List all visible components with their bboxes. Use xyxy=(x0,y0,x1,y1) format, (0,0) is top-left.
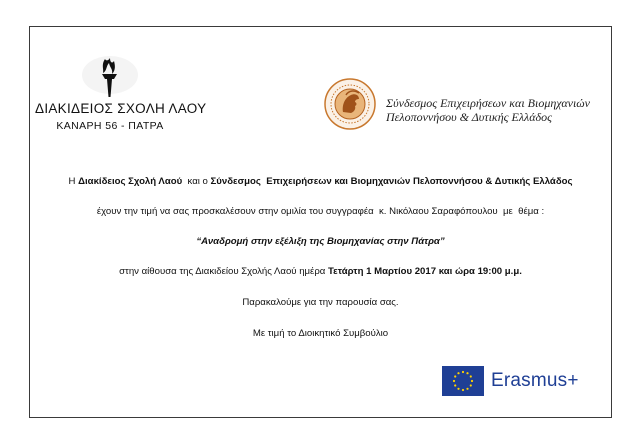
hosts-association: Σύνδεσμος Επιχειρήσεων και Βιομηχανιών Πελοποννήσου & Δυτικής Ελλάδος xyxy=(210,176,573,187)
association-name-line1: Σύνδεσμος Επιχειρήσεων και Βιομηχανιών xyxy=(386,96,590,110)
eu-star xyxy=(454,375,456,377)
eu-flag-icon xyxy=(442,366,484,396)
eu-star xyxy=(470,375,472,377)
school-logo xyxy=(35,55,207,135)
eu-star xyxy=(457,388,459,390)
hosts-prefix: Η xyxy=(68,176,79,187)
eu-star xyxy=(454,384,456,386)
invitation-line-hosts xyxy=(29,176,612,187)
eu-star xyxy=(471,380,473,382)
invitation-line-topic: “Αναδρομή στην εξέλιξη της Βιομηχανίας στην Πάτρα” xyxy=(196,236,445,247)
invitation-line-request: Παρακαλούμε για την παρουσία σας. xyxy=(242,297,399,308)
eu-star xyxy=(453,380,455,382)
eu-star xyxy=(470,384,472,386)
torch-icon xyxy=(81,55,139,99)
eu-star xyxy=(462,371,464,373)
school-name: ΔΙΑΚΙΔΕΙΟΣ ΣΧΟΛΗ ΛΑΟΥ xyxy=(35,101,207,116)
erasmus-label: Erasmus+ xyxy=(491,370,579,391)
school-address: ΚΑΝΑΡΗ 56 - ΠΑΤΡΑ xyxy=(56,120,164,132)
association-name xyxy=(386,96,590,124)
invitation-line-signature: Με τιμή το Διοικητικό Συμβούλιο xyxy=(252,328,389,339)
eu-star xyxy=(466,372,468,374)
association-name-line2: Πελοποννήσου & Δυτικής Ελλάδος xyxy=(386,110,552,124)
association-seal-icon xyxy=(324,78,376,130)
hosts-school: Διακίδειος Σχολή Λαού xyxy=(78,176,183,187)
eu-star xyxy=(462,389,464,391)
venue-prefix: στην αίθουσα της Διακιδείου Σχολής Λαού ημέρα xyxy=(119,266,329,277)
invitation-line-speaker: έχουν την τιμή να σας προσκαλέσουν στην ομιλία του συγγραφέα κ. Νικόλαου Σαραφόπουλου με θέμα : xyxy=(96,206,545,217)
eu-star xyxy=(457,372,459,374)
hosts-mid: και ο xyxy=(182,176,211,187)
venue-date: Τετάρτη 1 Μαρτίου 2017 και ώρα 19:00 μ.μ. xyxy=(328,266,522,277)
eu-star xyxy=(466,388,468,390)
invitation-line-venue xyxy=(29,266,612,277)
